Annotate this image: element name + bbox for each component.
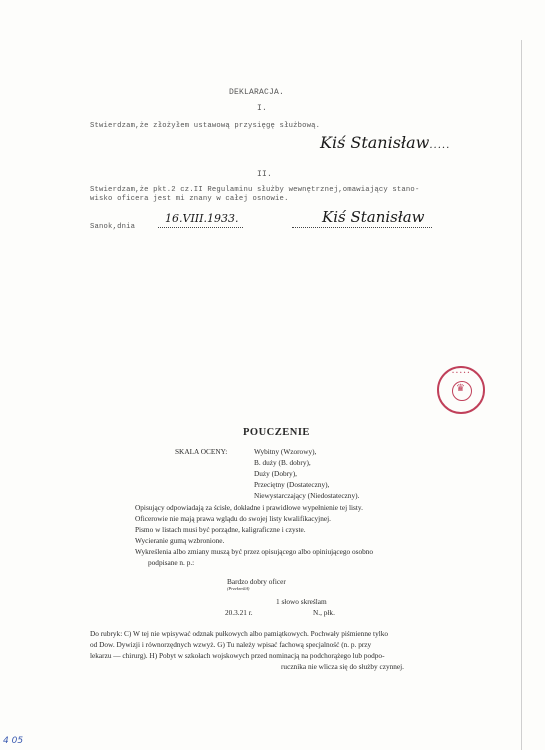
- pouczenie-heading: POUCZENIE: [243, 427, 310, 438]
- declaration-title: DEKLARACJA.: [229, 88, 285, 97]
- rule-2: Oficerowie nie mają prawa wglądu do swojej listy kwalifikacyjnej.: [135, 514, 331, 523]
- scale-item-2: B. duży (B. dobry),: [254, 458, 311, 467]
- example-grade: Bardzo dobry oficer: [227, 577, 286, 586]
- section-one-text: Stwierdzam,że złożyłem ustawową przysięgę służbową.: [90, 122, 321, 130]
- place-date-label: Sanok,dnia: [90, 223, 136, 231]
- example-rank: N., płk.: [313, 608, 335, 617]
- note-line-1: Do rubryk: C) W tej nie wpisywać odznak pułkowych albo pamiątkowych. Pochwały piśmienne tylko: [90, 629, 389, 638]
- rule-3: Pismo w listach musi być porządne, kaligraficzne i czyste.: [135, 525, 306, 534]
- scale-item-4: Przeciętny (Dostateczny),: [254, 480, 330, 489]
- example-caption: (Przekreślił): [227, 586, 250, 591]
- section-two-line2: wisko oficera jest mi znany w całej osnowie.: [90, 195, 289, 203]
- handwritten-date: 16.VIII.1933.: [165, 212, 239, 225]
- signature-two: Kiś Stanisław: [322, 208, 425, 226]
- page-edge-line: [521, 40, 522, 750]
- scale-label: SKALA OCENY:: [175, 447, 228, 456]
- scale-item-3: Duży (Dobry),: [254, 469, 297, 478]
- handwritten-page-number: 4 05: [3, 736, 24, 746]
- eagle-icon: ♛: [456, 383, 465, 394]
- rule-5-cont: podpisane n. p.:: [148, 558, 195, 567]
- example-correction: 1 słowo skreślam: [276, 597, 327, 606]
- date-dotted-line: [158, 227, 243, 228]
- note-line-2: od Dow. Dywizji i równorzędnych wzwyż. G) Tu należy wpisać fachową specjalność (n. p. przy: [90, 640, 372, 649]
- signature-dotted-line: [292, 227, 432, 228]
- section-two-numeral: II.: [257, 170, 273, 179]
- scale-item-5: Niewystarczający (Niedostateczny).: [254, 491, 360, 500]
- scale-item-1: Wybitny (Wzorowy),: [254, 447, 317, 456]
- rule-5: Wykreślenia albo zmiany muszą być przez opisującego albo opiniującego osobno: [135, 547, 374, 556]
- section-two-line1: Stwierdzam,że pkt.2 cz.II Regulaminu służby wewnętrznej,omawiający stano-: [90, 186, 420, 194]
- note-line-3: lekarzu — chirurg). H) Pobyt w szkołach wojskowych przed nominacją na podchorążego lub podpo-: [90, 651, 385, 660]
- example-date: 20.3.21 r.: [225, 608, 253, 617]
- stamp-ring-text: • • • • •: [452, 370, 470, 375]
- rule-1: Opisujący odpowiadają za ścisłe, dokładne i prawidłowe wypełnienie tej listy.: [135, 503, 363, 512]
- signature-one: Kiś Stanisław.....: [320, 133, 451, 152]
- circular-stamp: [437, 366, 485, 414]
- rule-4: Wycieranie gumą wzbronione.: [135, 536, 225, 545]
- section-one-numeral: I.: [257, 104, 268, 113]
- note-line-4: rucznika nie wlicza się do służby czynnej.: [281, 662, 404, 671]
